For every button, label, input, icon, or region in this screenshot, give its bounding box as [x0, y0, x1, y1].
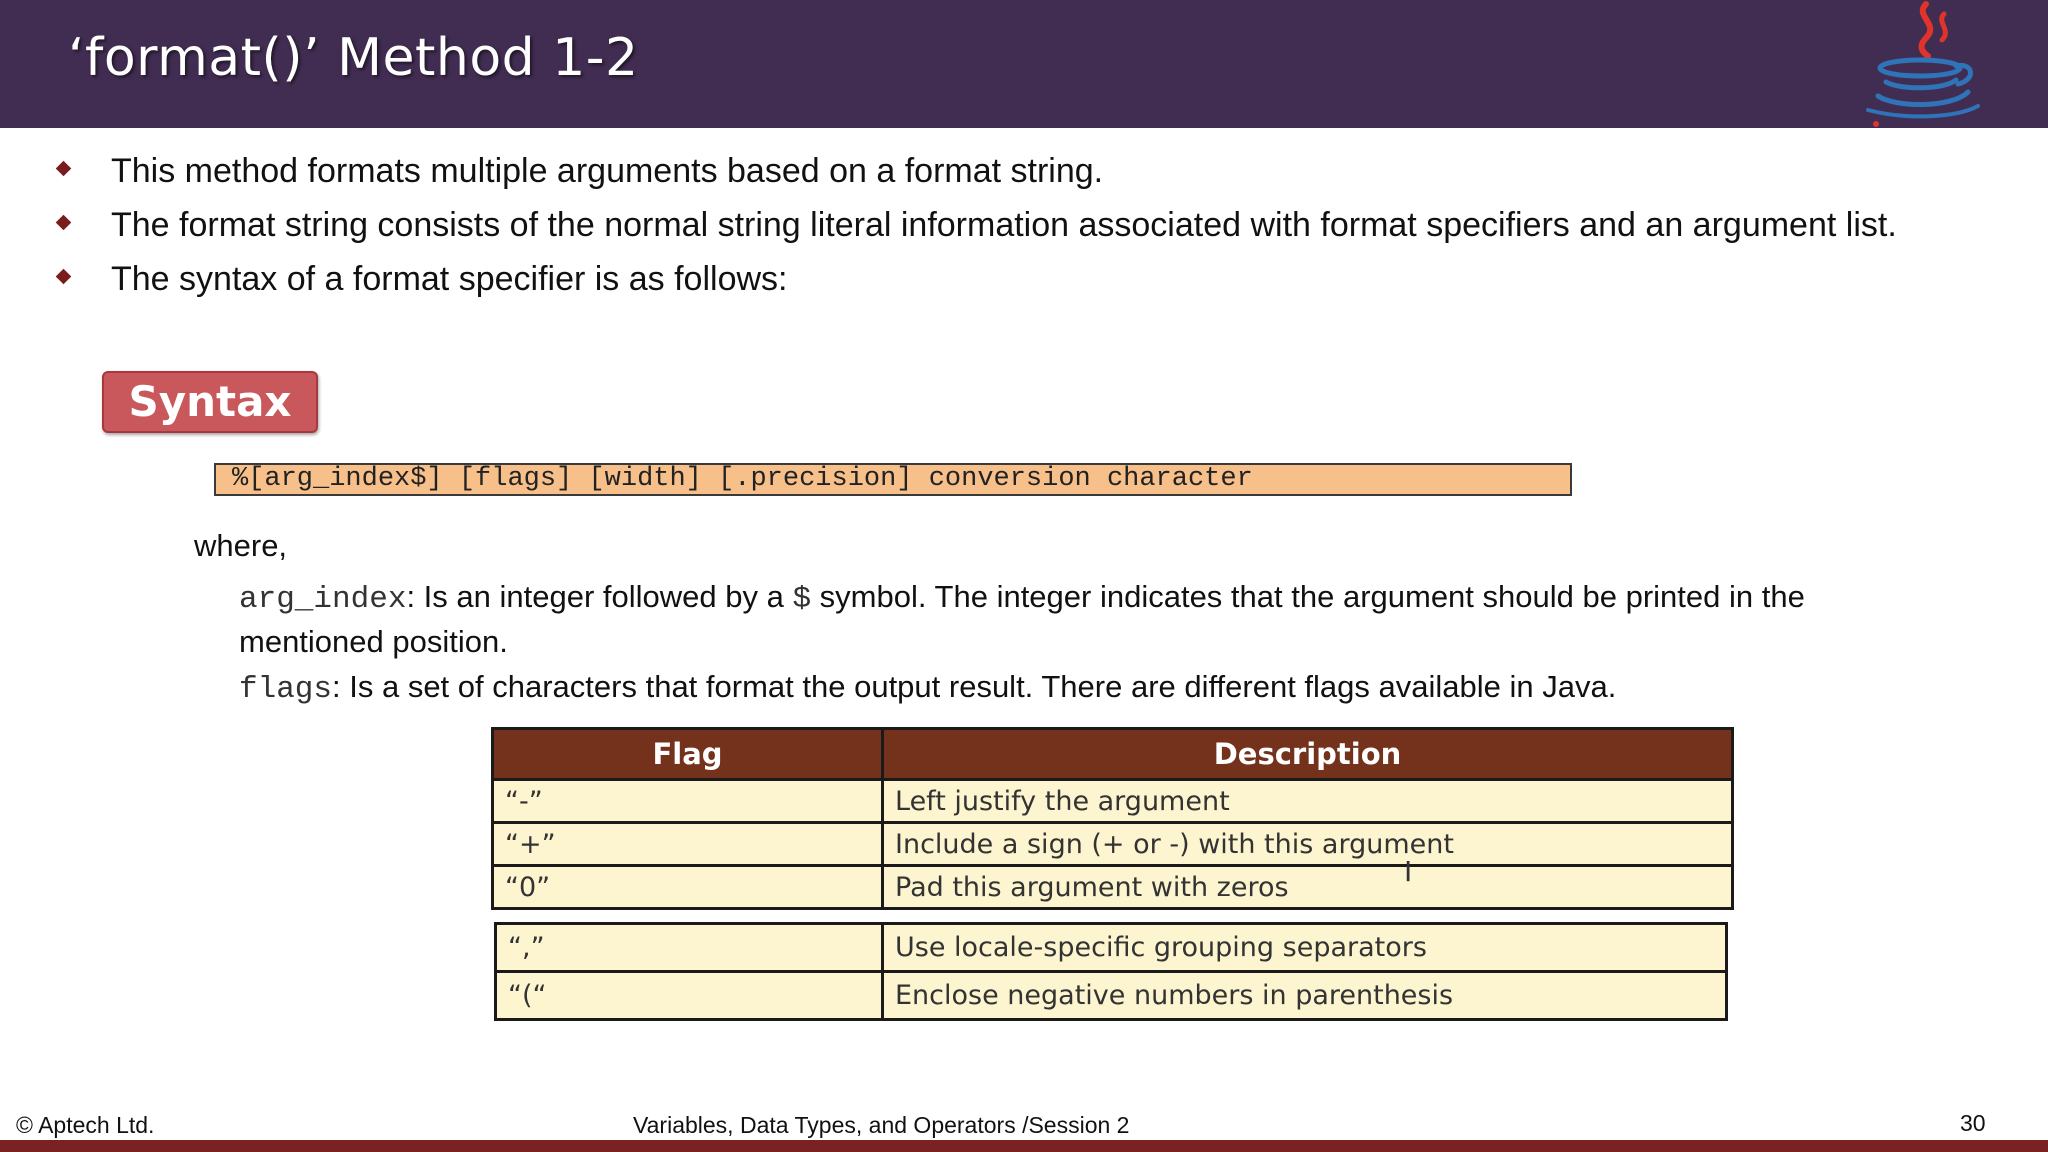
bullet-text: This method formats multiple arguments based on a format string.: [111, 152, 1104, 190]
flag-cell: “,”: [496, 924, 883, 972]
flags-text: : Is a set of characters that format the output result. There are different flags available in Java.: [332, 669, 1617, 704]
flags-definition: [239, 666, 1819, 711]
bullet-item: [55, 202, 1955, 248]
flag-cell: “+”: [493, 823, 883, 866]
arg-index-text-after: symbol. The integer indicates that the argument should be printed in the mentioned position.: [239, 579, 1805, 659]
column-header-description: Description: [883, 729, 1733, 780]
bullet-text: The syntax of a format specifier is as follows:: [111, 260, 788, 298]
table-row: [496, 924, 1727, 972]
flag-cell: “-”: [493, 780, 883, 823]
where-label: where,: [194, 528, 288, 563]
flags-term: flags: [239, 672, 333, 707]
flag-cell: “0”: [493, 866, 883, 909]
diamond-bullet-icon: [56, 161, 72, 177]
footer-copyright: © Aptech Ltd.: [16, 1112, 155, 1138]
column-header-flag: Flag: [493, 729, 883, 780]
description-cell: Left justify the argument: [883, 780, 1733, 823]
bullet-text: The format string consists of the normal string literal information associated with format specifiers and an argument list.: [111, 206, 1897, 244]
dollar-symbol: $: [792, 582, 812, 617]
bullet-list: [55, 148, 1955, 310]
page-number: 30: [1960, 1110, 1986, 1136]
table-row: [493, 780, 1733, 823]
flags-table: [491, 727, 1734, 910]
arg-index-text-before: : Is an integer followed by a: [406, 579, 793, 614]
syntax-badge: Syntax: [102, 371, 318, 433]
description-cell: Use locale-specific grouping separators: [883, 924, 1727, 972]
arg-index-definition: [239, 576, 1819, 663]
text-cursor-icon: I: [1404, 855, 1413, 888]
description-cell: Enclose negative numbers in parenthesis: [883, 972, 1727, 1020]
diamond-bullet-icon: [56, 269, 72, 285]
footer-session-title: Variables, Data Types, and Operators /Session 2: [633, 1112, 1130, 1138]
table-row: [496, 972, 1727, 1020]
diamond-bullet-icon: [56, 215, 72, 231]
syntax-code-box: %[arg_index$] [flags] [width] [.precision] conversion character: [214, 463, 1572, 496]
description-cell: Include a sign (+ or -) with this argument: [883, 823, 1733, 866]
footer-bar: [0, 1140, 2048, 1152]
slide-header: [0, 0, 2048, 128]
slide-title: ‘format()’ Method 1-2: [68, 28, 639, 88]
bullet-item: [55, 256, 1955, 302]
java-coffee-cup-logo-icon: [1856, 0, 1986, 128]
flag-cell: “(“: [496, 972, 883, 1020]
table-row: [493, 823, 1733, 866]
table-row: [493, 866, 1733, 909]
table-header-row: [493, 729, 1733, 780]
flags-table-continued: [494, 922, 1728, 1021]
bullet-item: [55, 148, 1955, 194]
description-cell: Pad this argument with zeros: [883, 866, 1733, 909]
arg-index-term: arg_index: [239, 582, 407, 617]
